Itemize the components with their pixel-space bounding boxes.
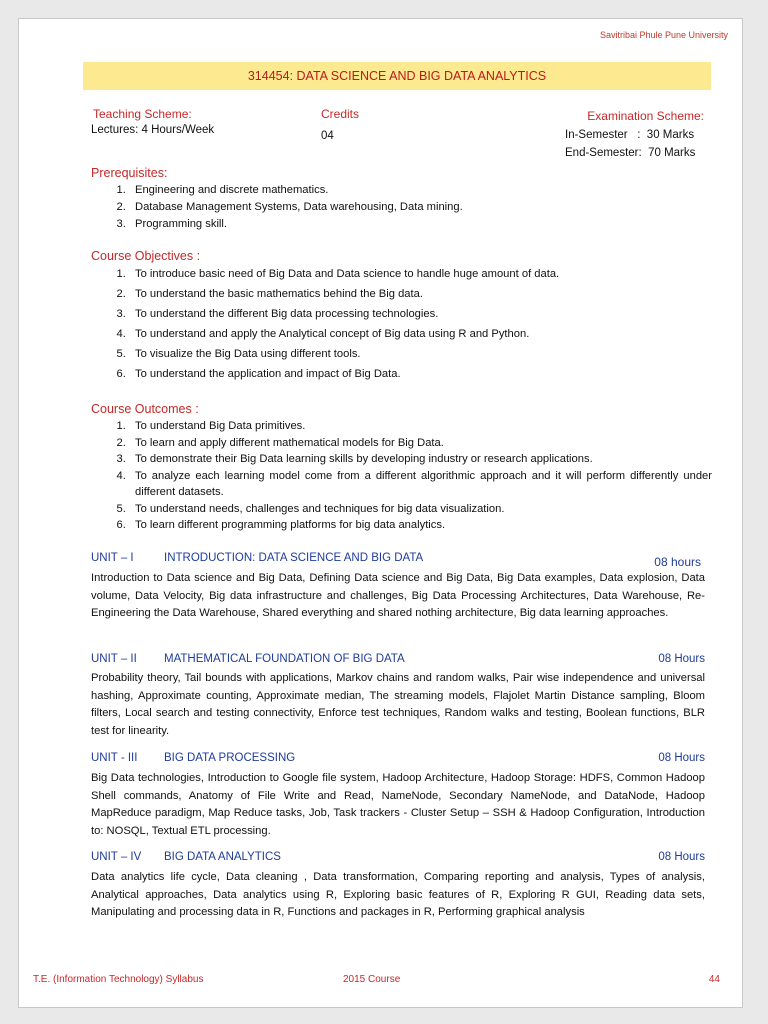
teaching-scheme-label: Teaching Scheme: [93, 107, 192, 121]
unit-number: UNIT – I [91, 552, 134, 564]
footer-syllabus: T.E. (Information Technology) Syllabus [33, 974, 204, 985]
unit-4-header [91, 851, 705, 867]
unit-title: BIG DATA ANALYTICS [164, 851, 281, 863]
list-item: 5. To understand needs, challenges and techniques for big data visualization. [129, 501, 712, 518]
list-item: 1. To understand Big Data primitives. [129, 418, 712, 435]
prerequisites-list [91, 182, 719, 233]
credits-label: Credits [321, 107, 360, 121]
page-number: 44 [708, 974, 720, 985]
in-semester-marks: In-Semester : 30 Marks [565, 129, 695, 141]
list-item: 3. To demonstrate their Big Data learning skills by developing industry or research applications. [129, 451, 712, 468]
list-item: 3. Programming skill. [129, 216, 719, 233]
objectives-heading: Course Objectives : [91, 249, 201, 263]
list-item: 2. Database Management Systems, Data warehousing, Data mining. [129, 199, 719, 216]
list-item: 3. To understand the different Big data processing technologies. [129, 306, 719, 323]
unit-hours: 08 Hours [658, 752, 705, 764]
footer-course-year: 2015 Course [343, 974, 401, 985]
list-item: 6. To understand the application and impact of Big Data. [129, 366, 719, 383]
unit-hours: 08 Hours [658, 653, 705, 665]
examination-scheme-label: Examination Scheme: [587, 109, 704, 123]
unit-hours: 08 hours [654, 555, 701, 569]
unit-1-content: Introduction to Data science and Big Data, Defining Data science and Big Data, Big Data examples, Data explosion, Data volume, Data Velocity, Big data infrastructure and challenges, Big Data Processing Architectures, Data Warehouse, Re-Engineering the Data Warehouse, Shared everything and shared nothing architecture, Big data learning approaches. [91, 572, 705, 620]
list-item: 1. Engineering and discrete mathematics. [129, 182, 719, 199]
list-item: 2. To learn and apply different mathematical models for Big Data. [129, 435, 712, 452]
objectives-list [91, 266, 719, 386]
list-item: 1. To introduce basic need of Big Data and Data science to handle huge amount of data. [129, 266, 719, 283]
unit-hours: 08 Hours [658, 851, 705, 863]
unit-number: UNIT - III [91, 752, 138, 764]
unit-number: UNIT – II [91, 653, 137, 665]
list-item: 4. To analyze each learning model come from a different algorithmic approach and it will perform differently under different datasets. [129, 468, 712, 501]
list-item: 6. To learn different programming platforms for big data analytics. [129, 517, 712, 534]
outcomes-heading: Course Outcomes : [91, 402, 199, 416]
unit-number: UNIT – IV [91, 851, 142, 863]
list-item: 2. To understand the basic mathematics behind the Big data. [129, 286, 719, 303]
unit-1-header [91, 552, 705, 568]
unit-title: BIG DATA PROCESSING [164, 752, 296, 764]
unit-3-content: Big Data technologies, Introduction to Google file system, Hadoop Architecture, Hadoop Storage: HDFS, Common Hadoop Shell commands, Anatomy of File Write and Read, NameNode, Secondary NameNode, and DataNode, Hadoop MapReduce paradigm, Map Reduce tasks, Job, Task trackers - Cluster Setup – SSH & Hadoop Configuration, Introduction to: NOSQL, Textual ETL processing. [91, 772, 705, 838]
course-title-banner [83, 62, 711, 90]
list-item: 5. To visualize the Big Data using different tools. [129, 346, 719, 363]
prerequisites-heading: Prerequisites: [91, 166, 168, 180]
university-name: Savitribai Phule Pune University [599, 30, 728, 40]
unit-4-content: Data analytics life cycle, Data cleaning , Data transformation, Comparing reporting and analysis, Types of analysis, Analytical approaches, Data analytics using R, Exploring basic features of R, Exploring R GUI, Reading data sets, Manipulating and processing data in R, Functions and packages in R, Performing graphical analysis [91, 871, 705, 919]
outcomes-list [91, 418, 712, 534]
credits-value: 04 [321, 130, 334, 142]
list-item: 4. To understand and apply the Analytical concept of Big data using R and Python. [129, 326, 719, 343]
end-semester-marks: End-Semester: 70 Marks [565, 147, 696, 159]
unit-2-content: Probability theory, Tail bounds with applications, Markov chains and random walks, Pair wise independence and universal hashing, Approximate counting, Approximate median, The streaming models, Flajolet Martin Distance sampling, Bloom filters, Local search and testing connectivity, Enforce test techniques, Random walks and testing, Boolean functions, BLR test for linearity. [91, 672, 705, 738]
unit-2-header [91, 653, 705, 669]
teaching-scheme-value: Lectures: 4 Hours/Week [91, 124, 215, 136]
syllabus-page [18, 18, 743, 1008]
course-title: 314454: DATA SCIENCE AND BIG DATA ANALYTICS [247, 69, 547, 83]
unit-title: INTRODUCTION: DATA SCIENCE AND BIG DATA [164, 552, 424, 564]
unit-3-header [91, 752, 705, 768]
unit-title: MATHEMATICAL FOUNDATION OF BIG DATA [164, 653, 405, 665]
